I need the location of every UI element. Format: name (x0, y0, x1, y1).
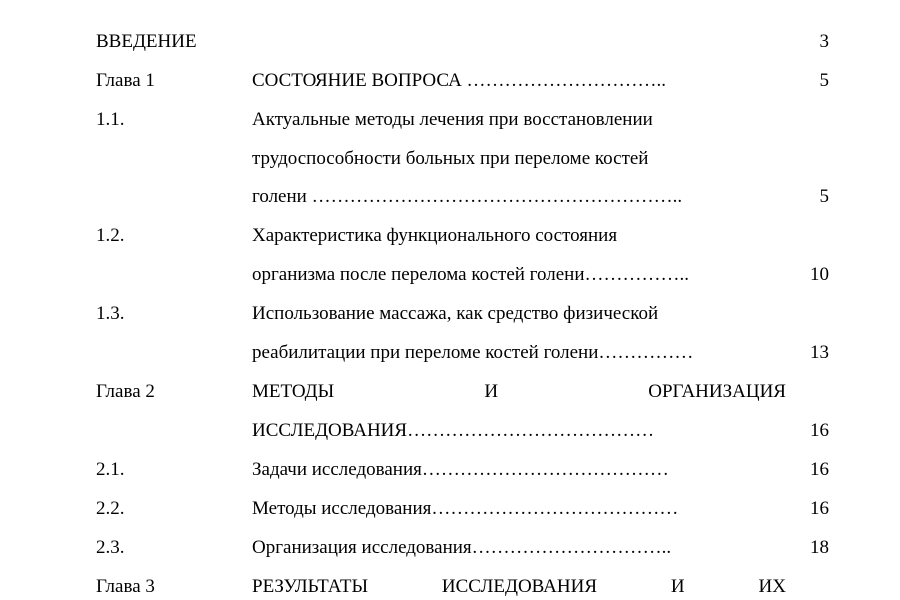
toc-section-1-3-page: 13 (810, 342, 829, 363)
toc-section-2-3-title: Организация исследования………………………….. (252, 537, 672, 558)
toc-section-1-2-title-line1: Характеристика функционального состояния (252, 225, 618, 246)
toc-chapter2-number: Глава 2 (96, 381, 155, 402)
toc-chapter3-word: РЕЗУЛЬТАТЫ (252, 576, 369, 597)
toc-section-1-1-number: 1.1. (96, 109, 125, 130)
toc-chapter2-page: 16 (810, 420, 829, 441)
toc-intro-label: ВВЕДЕНИЕ (96, 31, 197, 52)
toc-section-2-3-page: 18 (810, 537, 829, 558)
toc-chapter2-title-line1 (252, 381, 786, 403)
toc-chapter2-word: МЕТОДЫ (252, 381, 335, 402)
toc-section-2-3-number: 2.3. (96, 537, 125, 558)
toc-section-1-2-title-line2: организма после перелома костей голени…………….. (252, 264, 689, 285)
toc-chapter3-word: ИССЛЕДОВАНИЯ (441, 576, 597, 597)
toc-section-2-2-title: Методы исследования………………………………… (252, 498, 679, 519)
toc-chapter1-page: 5 (819, 70, 829, 91)
toc-section-1-1-title-line1: Актуальные методы лечения при восстановлении (252, 109, 653, 130)
toc-chapter2-title-line2: ИССЛЕДОВАНИЯ………………………………… (252, 420, 655, 441)
toc-intro-page: 3 (819, 31, 829, 52)
toc-section-1-1-title-line3: голени ………………………………………………….. (252, 186, 683, 207)
toc-section-2-1-page: 16 (810, 459, 829, 480)
toc-section-2-1-number: 2.1. (96, 459, 125, 480)
toc-section-1-3-title-line2: реабилитации при переломе костей голени…………… (252, 342, 694, 363)
toc-section-2-2-number: 2.2. (96, 498, 125, 519)
toc-section-1-3-title-line1: Использование массажа, как средство физической (252, 303, 659, 324)
toc-section-2-1-title: Задачи исследования………………………………… (252, 459, 669, 480)
toc-chapter3-word: ИХ (758, 576, 786, 597)
toc-chapter1-title: СОСТОЯНИЕ ВОПРОСА ………………………….. (252, 70, 667, 91)
toc-section-1-2-page: 10 (810, 264, 829, 285)
toc-section-2-2-page: 16 (810, 498, 829, 519)
toc-chapter3-number: Глава 3 (96, 576, 155, 597)
toc-chapter3-word: И (670, 576, 685, 597)
toc-section-1-1-title-line2: трудоспособности больных при переломе костей (252, 148, 649, 169)
toc-section-1-3-number: 1.3. (96, 303, 125, 324)
toc-section-1-1-page: 5 (819, 186, 829, 207)
toc-chapter1-number: Глава 1 (96, 70, 155, 91)
toc-section-1-2-number: 1.2. (96, 225, 125, 246)
toc-chapter2-word: И (484, 381, 499, 402)
toc-chapter2-word: ОРГАНИЗАЦИЯ (648, 381, 786, 402)
toc-chapter3-title-line1 (252, 576, 786, 598)
